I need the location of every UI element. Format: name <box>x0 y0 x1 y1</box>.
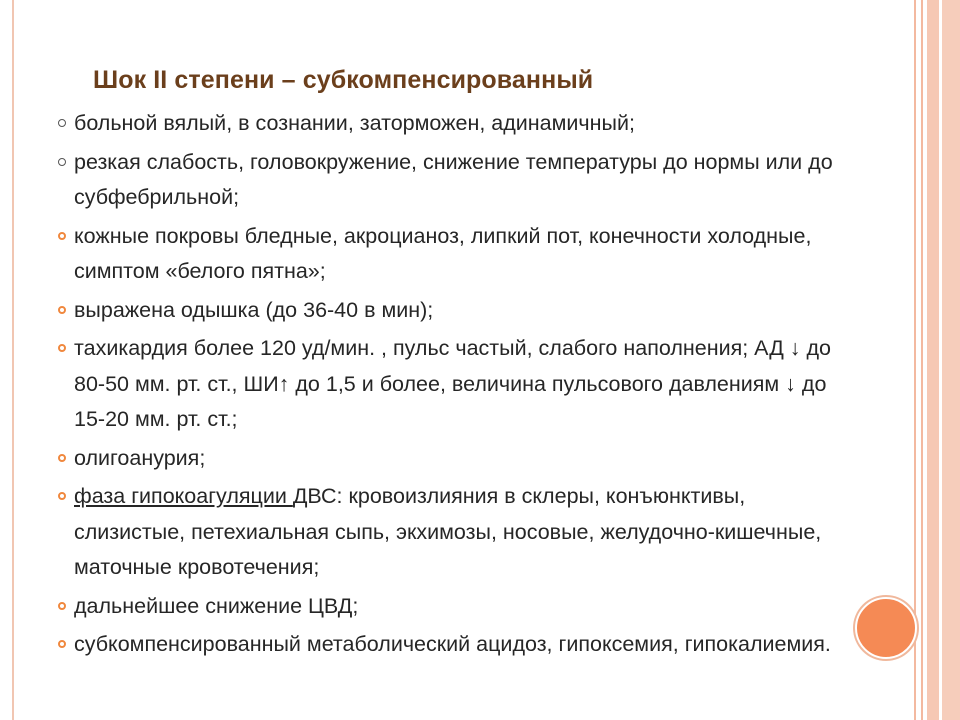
list-item <box>58 145 858 216</box>
bullet-icon <box>58 640 66 648</box>
bullet-icon <box>58 344 66 352</box>
left-frame-line <box>12 0 14 720</box>
list-item-text: субкомпенсированный метаболический ацидоз, гипоксемия, гипокалиемия. <box>74 632 831 656</box>
list-item-text: резкая слабость, головокружение, снижение температуры до нормы или до субфебрильной; <box>74 149 833 209</box>
bullet-icon <box>58 492 66 500</box>
right-decorative-stripes <box>912 0 960 720</box>
list-item-text: кожные покровы бледные, акроцианоз, липкий пот, конечности холодные, симптом «белого пятна»; <box>74 223 812 283</box>
list-item <box>58 479 858 586</box>
underlined-term: фаза гипокоагуляции <box>74 484 293 508</box>
list-item-text: олигоанурия; <box>74 445 206 470</box>
list-item <box>58 293 858 329</box>
list-item <box>58 441 858 477</box>
bullet-icon <box>58 454 66 462</box>
stripe <box>921 0 923 720</box>
slide-title: Шок II степени – субкомпенсированный <box>93 66 594 94</box>
bullet-icon <box>58 306 66 314</box>
bullet-icon <box>58 158 66 166</box>
list-item-text: больной вялый, в сознании, заторможен, адинамичный; <box>74 111 635 135</box>
list-item <box>58 589 858 625</box>
bullet-icon <box>58 119 66 127</box>
stripe <box>942 0 960 720</box>
list-item <box>58 106 858 142</box>
stripe <box>914 0 916 720</box>
list-item <box>58 219 858 290</box>
decorative-orange-circle <box>855 597 917 659</box>
list-item-text: выражена одышка (до 36-40 в мин); <box>74 297 434 322</box>
list-item-text: тахикардия более 120 уд/мин. , пульс частый, слабого наполнения; АД ↓ до 80-50 мм. рт. ст., ШИ↑ до 1,5 и более, величина пульсового давлениям ↓ до 15-20 мм. рт. ст.; <box>74 336 831 431</box>
symptom-list <box>58 106 858 666</box>
list-item <box>58 331 858 438</box>
list-item-text: дальнейшее снижение ЦВД; <box>74 593 359 618</box>
bullet-icon <box>58 232 66 240</box>
stripe <box>927 0 939 720</box>
bullet-icon <box>58 602 66 610</box>
list-item-text: ДВС: кровоизлияния в склеры, конъюнктивы, слизистые, петехиальная сыпь, экхимозы, носовые, желудочно-кишечные, маточные кровотечения; <box>74 484 822 579</box>
list-item <box>58 627 858 663</box>
